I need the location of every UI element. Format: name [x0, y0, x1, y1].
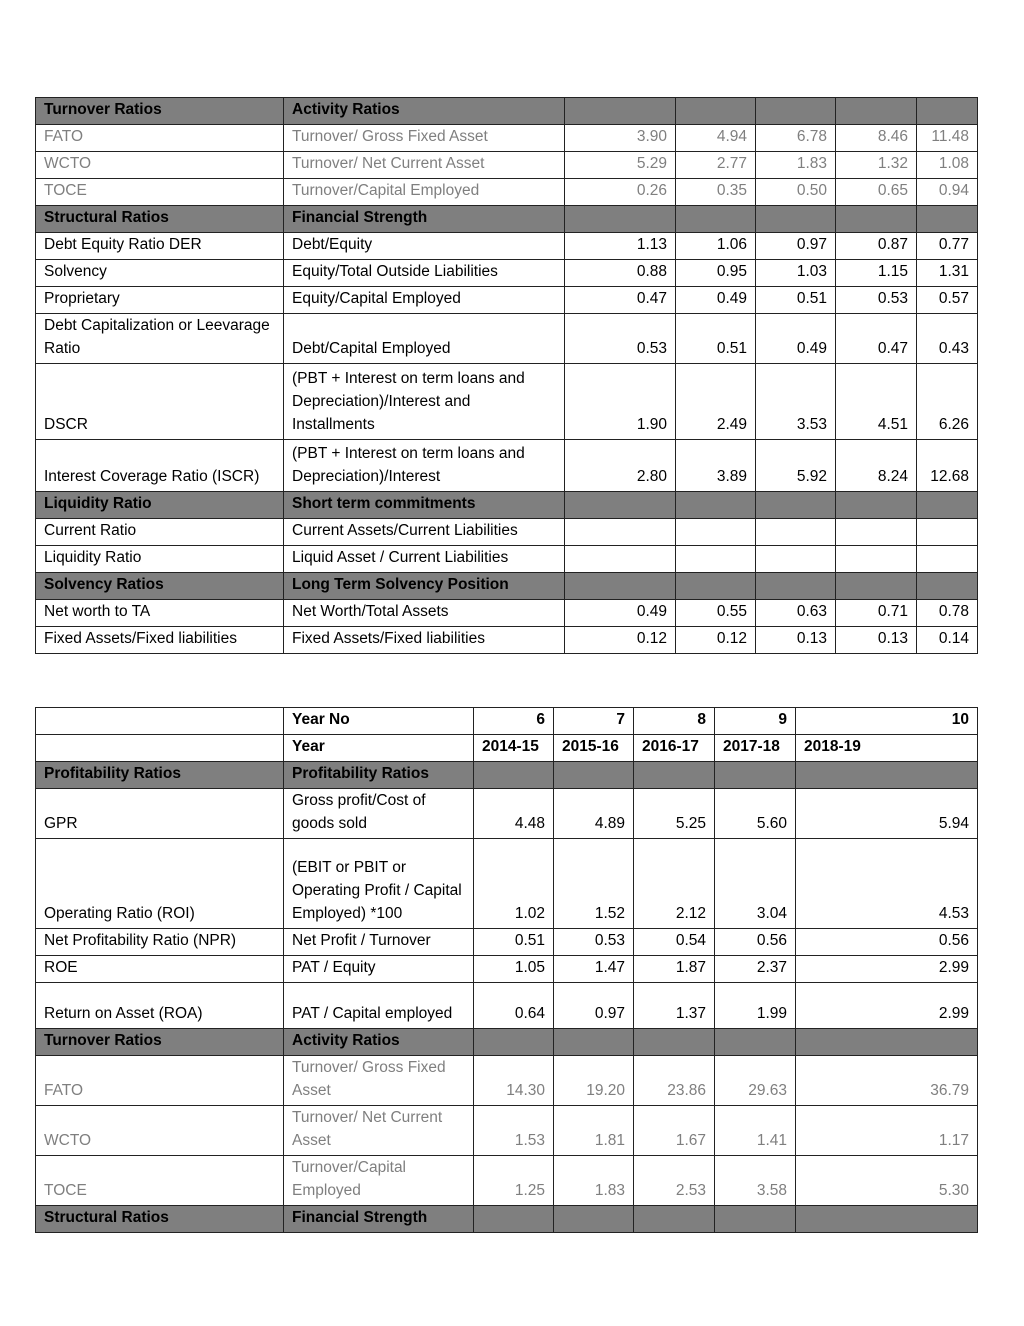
value-cell: 2.53 — [634, 1156, 715, 1206]
value-cell — [917, 546, 978, 573]
value-cell — [565, 206, 676, 233]
value-cell: 4.53 — [796, 839, 978, 929]
ratio-row — [36, 260, 978, 287]
ratio-row — [36, 956, 978, 983]
ratio-formula-cell: Financial Strength — [284, 206, 565, 233]
section-header-row — [36, 1206, 978, 1233]
value-cell: 1.53 — [474, 1106, 554, 1156]
table2-body — [36, 708, 978, 1233]
ratio-formula-cell: Equity/Total Outside Liabilities — [284, 260, 565, 287]
value-cell: 0.35 — [676, 179, 756, 206]
section-header-row — [36, 1029, 978, 1056]
value-cell: 1.31 — [917, 260, 978, 287]
value-cell: 0.51 — [676, 314, 756, 364]
ratio-formula-cell: Activity Ratios — [284, 98, 565, 125]
value-cell: 0.51 — [474, 929, 554, 956]
value-cell — [565, 573, 676, 600]
ratio-name-cell: Net worth to TA — [36, 600, 284, 627]
value-cell: 36.79 — [796, 1056, 978, 1106]
value-cell: 6.26 — [917, 364, 978, 440]
value-cell: 4.48 — [474, 789, 554, 839]
value-cell — [474, 1029, 554, 1056]
ratio-row — [36, 546, 978, 573]
ratio-name-cell: Net Profitability Ratio (NPR) — [36, 929, 284, 956]
value-cell — [676, 546, 756, 573]
section-header-row — [36, 492, 978, 519]
year-cell: 2017-18 — [715, 735, 796, 762]
value-cell — [634, 1206, 715, 1233]
value-cell: 8.24 — [836, 440, 917, 492]
ratio-formula-cell: (EBIT or PBIT or Operating Profit / Capital Employed) *100 — [284, 839, 474, 929]
value-cell: 2.77 — [676, 152, 756, 179]
ratio-name-cell: FATO — [36, 125, 284, 152]
value-cell: 1.47 — [554, 956, 634, 983]
value-cell: 0.56 — [796, 929, 978, 956]
ratio-name-cell: Turnover Ratios — [36, 98, 284, 125]
value-cell: 0.12 — [565, 627, 676, 654]
value-cell — [756, 98, 836, 125]
year-no-cell: 9 — [715, 708, 796, 735]
value-cell: 0.65 — [836, 179, 917, 206]
section-header-row — [36, 98, 978, 125]
year-cell: 2018-19 — [796, 735, 978, 762]
ratio-formula-cell: Profitability Ratios — [284, 762, 474, 789]
value-cell: 1.52 — [554, 839, 634, 929]
year-row — [36, 735, 978, 762]
value-cell: 1.06 — [676, 233, 756, 260]
value-cell: 1.13 — [565, 233, 676, 260]
value-cell: 0.97 — [554, 983, 634, 1029]
ratio-formula-cell: (PBT + Interest on term loans and Depreciation)/Interest and Installments — [284, 364, 565, 440]
value-cell: 1.41 — [715, 1106, 796, 1156]
value-cell: 0.26 — [565, 179, 676, 206]
value-cell — [634, 762, 715, 789]
ratio-name-cell: Current Ratio — [36, 519, 284, 546]
value-cell: 2.99 — [796, 956, 978, 983]
value-cell: 0.54 — [634, 929, 715, 956]
ratio-row — [36, 125, 978, 152]
value-cell: 0.13 — [836, 627, 917, 654]
value-cell: 5.92 — [756, 440, 836, 492]
value-cell: 12.68 — [917, 440, 978, 492]
ratio-name-cell: GPR — [36, 789, 284, 839]
ratio-row — [36, 152, 978, 179]
value-cell: 0.14 — [917, 627, 978, 654]
ratio-row — [36, 1056, 978, 1106]
value-cell: 1.32 — [836, 152, 917, 179]
value-cell: 3.90 — [565, 125, 676, 152]
value-cell — [917, 98, 978, 125]
value-cell — [565, 519, 676, 546]
value-cell: 8.46 — [836, 125, 917, 152]
value-cell — [756, 546, 836, 573]
ratio-formula-cell: Net Worth/Total Assets — [284, 600, 565, 627]
ratio-formula-cell: (PBT + Interest on term loans and Depreciation)/Interest — [284, 440, 565, 492]
year-no-cell: 7 — [554, 708, 634, 735]
value-cell: 0.49 — [756, 314, 836, 364]
value-cell — [756, 492, 836, 519]
value-cell: 4.94 — [676, 125, 756, 152]
ratio-name-cell: Interest Coverage Ratio (ISCR) — [36, 440, 284, 492]
value-cell: 0.49 — [565, 600, 676, 627]
label-cell — [36, 735, 284, 762]
value-cell: 3.53 — [756, 364, 836, 440]
ratio-formula-cell: Turnover/ Gross Fixed Asset — [284, 1056, 474, 1106]
year-label: Year — [284, 735, 474, 762]
value-cell — [715, 1029, 796, 1056]
ratio-formula-cell: Gross profit/Cost of goods sold — [284, 789, 474, 839]
value-cell: 0.53 — [836, 287, 917, 314]
value-cell — [756, 519, 836, 546]
section-header-row — [36, 762, 978, 789]
ratio-row — [36, 287, 978, 314]
value-cell — [836, 519, 917, 546]
ratio-formula-cell: Current Assets/Current Liabilities — [284, 519, 565, 546]
value-cell: 0.88 — [565, 260, 676, 287]
value-cell — [676, 519, 756, 546]
ratio-name-cell: Structural Ratios — [36, 206, 284, 233]
value-cell: 0.51 — [756, 287, 836, 314]
ratio-row — [36, 519, 978, 546]
value-cell: 1.83 — [756, 152, 836, 179]
turnover-structural-ratios-table — [35, 97, 978, 654]
ratio-name-cell: Return on Asset (ROA) — [36, 983, 284, 1029]
ratio-row — [36, 1156, 978, 1206]
value-cell: 6.78 — [756, 125, 836, 152]
value-cell: 0.57 — [917, 287, 978, 314]
value-cell — [836, 546, 917, 573]
ratio-row — [36, 627, 978, 654]
value-cell — [676, 206, 756, 233]
ratio-name-cell: FATO — [36, 1056, 284, 1106]
value-cell: 19.20 — [554, 1056, 634, 1106]
year-no-label: Year No — [284, 708, 474, 735]
value-cell — [474, 1206, 554, 1233]
value-cell: 0.64 — [474, 983, 554, 1029]
ratio-row — [36, 440, 978, 492]
section-header-row — [36, 573, 978, 600]
value-cell: 1.02 — [474, 839, 554, 929]
value-cell: 5.60 — [715, 789, 796, 839]
year-cell: 2016-17 — [634, 735, 715, 762]
ratio-row — [36, 1106, 978, 1156]
value-cell — [715, 1206, 796, 1233]
value-cell: 5.30 — [796, 1156, 978, 1206]
ratio-formula-cell: Fixed Assets/Fixed liabilities — [284, 627, 565, 654]
ratio-formula-cell: Liquid Asset / Current Liabilities — [284, 546, 565, 573]
value-cell — [756, 206, 836, 233]
value-cell: 0.50 — [756, 179, 836, 206]
value-cell: 2.80 — [565, 440, 676, 492]
value-cell: 3.89 — [676, 440, 756, 492]
value-cell: 0.95 — [676, 260, 756, 287]
value-cell: 0.49 — [676, 287, 756, 314]
value-cell — [676, 98, 756, 125]
value-cell: 1.87 — [634, 956, 715, 983]
ratio-name-cell: Solvency Ratios — [36, 573, 284, 600]
ratio-row — [36, 179, 978, 206]
table1-body — [36, 98, 978, 654]
value-cell — [474, 762, 554, 789]
ratio-formula-cell: Turnover/ Net Current Asset — [284, 152, 565, 179]
value-cell — [676, 492, 756, 519]
value-cell: 1.17 — [796, 1106, 978, 1156]
ratio-formula-cell: Activity Ratios — [284, 1029, 474, 1056]
ratio-formula-cell: Short term commitments — [284, 492, 565, 519]
year-no-row — [36, 708, 978, 735]
value-cell: 0.53 — [554, 929, 634, 956]
value-cell: 3.58 — [715, 1156, 796, 1206]
year-no-cell: 8 — [634, 708, 715, 735]
year-cell: 2015-16 — [554, 735, 634, 762]
value-cell: 0.13 — [756, 627, 836, 654]
value-cell: 0.77 — [917, 233, 978, 260]
value-cell — [554, 1206, 634, 1233]
value-cell — [836, 573, 917, 600]
value-cell: 4.51 — [836, 364, 917, 440]
value-cell: 0.97 — [756, 233, 836, 260]
value-cell — [836, 206, 917, 233]
ratio-name-cell: ROE — [36, 956, 284, 983]
ratio-formula-cell: Debt/Capital Employed — [284, 314, 565, 364]
ratio-name-cell: Proprietary — [36, 287, 284, 314]
value-cell: 0.78 — [917, 600, 978, 627]
ratio-name-cell: Debt Equity Ratio DER — [36, 233, 284, 260]
value-cell — [565, 492, 676, 519]
ratio-formula-cell: Turnover/ Net Current Asset — [284, 1106, 474, 1156]
value-cell: 1.90 — [565, 364, 676, 440]
value-cell — [565, 98, 676, 125]
value-cell — [917, 206, 978, 233]
value-cell: 2.37 — [715, 956, 796, 983]
ratio-row — [36, 789, 978, 839]
ratio-name-cell: DSCR — [36, 364, 284, 440]
value-cell: 0.55 — [676, 600, 756, 627]
value-cell: 1.81 — [554, 1106, 634, 1156]
ratio-name-cell: TOCE — [36, 179, 284, 206]
value-cell: 1.08 — [917, 152, 978, 179]
value-cell: 0.56 — [715, 929, 796, 956]
year-cell: 2014-15 — [474, 735, 554, 762]
value-cell — [796, 1029, 978, 1056]
section-header-row — [36, 206, 978, 233]
value-cell: 0.47 — [565, 287, 676, 314]
ratio-name-cell: WCTO — [36, 152, 284, 179]
ratio-row — [36, 233, 978, 260]
value-cell: 0.94 — [917, 179, 978, 206]
value-cell: 1.67 — [634, 1106, 715, 1156]
ratio-row — [36, 929, 978, 956]
value-cell: 5.94 — [796, 789, 978, 839]
ratio-formula-cell: Equity/Capital Employed — [284, 287, 565, 314]
value-cell: 23.86 — [634, 1056, 715, 1106]
ratio-row — [36, 839, 978, 929]
ratio-formula-cell: Long Term Solvency Position — [284, 573, 565, 600]
ratio-name-cell: Liquidity Ratio — [36, 546, 284, 573]
ratio-name-cell: TOCE — [36, 1156, 284, 1206]
value-cell — [836, 98, 917, 125]
ratio-name-cell: Profitability Ratios — [36, 762, 284, 789]
value-cell: 4.89 — [554, 789, 634, 839]
value-cell — [756, 573, 836, 600]
label-cell — [36, 708, 284, 735]
value-cell: 3.04 — [715, 839, 796, 929]
ratio-formula-cell: Turnover/Capital Employed — [284, 1156, 474, 1206]
value-cell — [676, 573, 756, 600]
value-cell: 1.99 — [715, 983, 796, 1029]
value-cell: 0.12 — [676, 627, 756, 654]
value-cell — [796, 762, 978, 789]
ratio-formula-cell: PAT / Equity — [284, 956, 474, 983]
value-cell: 11.48 — [917, 125, 978, 152]
ratio-row — [36, 364, 978, 440]
value-cell — [715, 762, 796, 789]
value-cell: 29.63 — [715, 1056, 796, 1106]
ratio-name-cell: Operating Ratio (ROI) — [36, 839, 284, 929]
value-cell — [565, 546, 676, 573]
ratio-name-cell: Structural Ratios — [36, 1206, 284, 1233]
value-cell: 1.15 — [836, 260, 917, 287]
ratio-row — [36, 314, 978, 364]
value-cell — [796, 1206, 978, 1233]
ratio-name-cell: Solvency — [36, 260, 284, 287]
value-cell: 2.12 — [634, 839, 715, 929]
value-cell — [554, 1029, 634, 1056]
ratio-row — [36, 983, 978, 1029]
ratio-formula-cell: PAT / Capital employed — [284, 983, 474, 1029]
value-cell: 1.83 — [554, 1156, 634, 1206]
year-no-cell: 6 — [474, 708, 554, 735]
value-cell: 0.43 — [917, 314, 978, 364]
ratio-name-cell: Liquidity Ratio — [36, 492, 284, 519]
ratio-row — [36, 600, 978, 627]
value-cell — [917, 573, 978, 600]
value-cell: 0.71 — [836, 600, 917, 627]
profitability-ratios-table — [35, 707, 978, 1233]
ratio-formula-cell: Debt/Equity — [284, 233, 565, 260]
ratio-name-cell: Debt Capitalization or Leevarage Ratio — [36, 314, 284, 364]
value-cell: 2.49 — [676, 364, 756, 440]
value-cell: 0.63 — [756, 600, 836, 627]
value-cell: 1.05 — [474, 956, 554, 983]
value-cell — [917, 492, 978, 519]
value-cell: 2.99 — [796, 983, 978, 1029]
value-cell: 14.30 — [474, 1056, 554, 1106]
value-cell: 1.03 — [756, 260, 836, 287]
value-cell — [917, 519, 978, 546]
ratio-formula-cell: Financial Strength — [284, 1206, 474, 1233]
ratio-formula-cell: Turnover/Capital Employed — [284, 179, 565, 206]
year-no-cell: 10 — [796, 708, 978, 735]
ratio-name-cell: WCTO — [36, 1106, 284, 1156]
value-cell: 0.53 — [565, 314, 676, 364]
ratio-name-cell: Turnover Ratios — [36, 1029, 284, 1056]
value-cell — [836, 492, 917, 519]
ratio-formula-cell: Net Profit / Turnover — [284, 929, 474, 956]
value-cell — [634, 1029, 715, 1056]
value-cell: 1.37 — [634, 983, 715, 1029]
value-cell: 5.25 — [634, 789, 715, 839]
value-cell — [554, 762, 634, 789]
value-cell: 1.25 — [474, 1156, 554, 1206]
value-cell: 0.87 — [836, 233, 917, 260]
ratio-formula-cell: Turnover/ Gross Fixed Asset — [284, 125, 565, 152]
value-cell: 5.29 — [565, 152, 676, 179]
value-cell: 0.47 — [836, 314, 917, 364]
ratio-name-cell: Fixed Assets/Fixed liabilities — [36, 627, 284, 654]
